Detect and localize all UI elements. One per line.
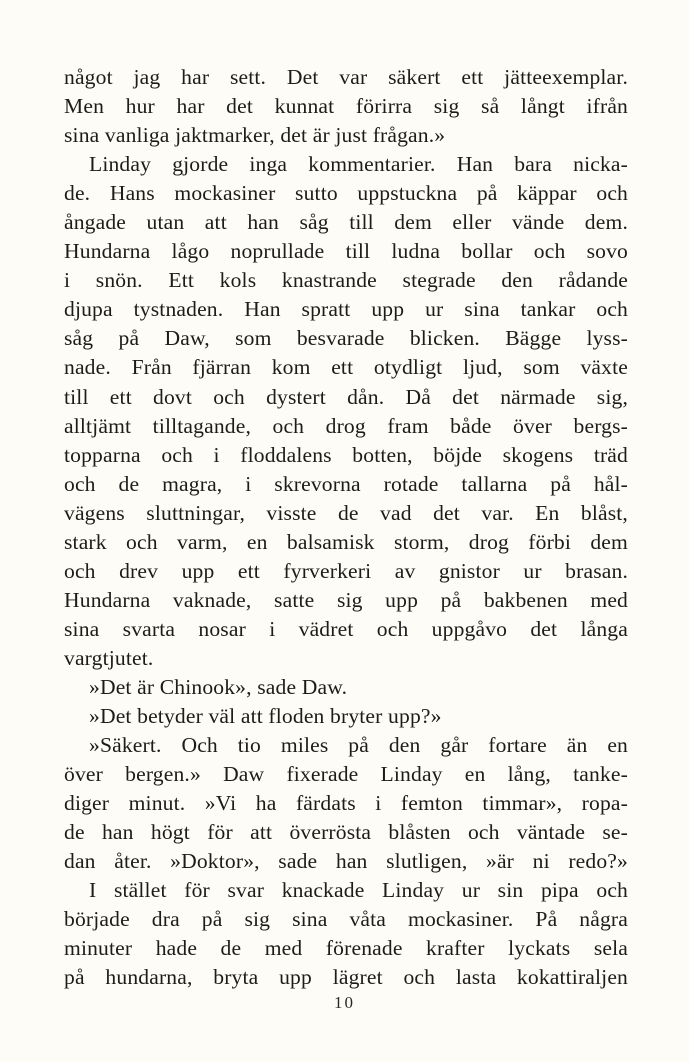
text-line: alltjämt tilltagande, och drog fram både över bergs- — [64, 413, 628, 438]
text-line: sina vanliga jaktmarker, det är just frågan.» — [64, 123, 446, 148]
text-line: ångade utan att han såg till dem eller vände dem. — [64, 210, 628, 235]
text-line: till ett dovt och dystert dån. Då det närmade sig, — [64, 384, 628, 409]
text-line: i snön. Ett kols knastrande stegrade den rådande — [64, 268, 628, 293]
text-line: vägens sluttningar, visste de vad det var. En blåst, — [64, 500, 628, 525]
text-line: något jag har sett. Det var säkert ett jätteexemplar. — [64, 65, 628, 89]
text-line: vargtjutet. — [64, 645, 154, 670]
text-line: på hundarna, bryta upp lägret och lasta kokattiraljen — [64, 965, 628, 990]
text-line: började dra på sig sina våta mockasiner. På några — [64, 907, 628, 932]
text-line: Men hur har det kunnat förirra sig så långt ifrån — [64, 94, 628, 119]
text-line: sina svarta nosar i vädret och uppgåvo det långa — [64, 616, 628, 641]
text-line: såg på Daw, som besvarade blicken. Bägge lyss- — [64, 326, 628, 351]
text-line: »Säkert. Och tio miles på den går fortare än en — [89, 733, 628, 758]
text-line: och drev upp ett fyrverkeri av gnistor ur brasan. — [64, 558, 628, 583]
text-line: »Det betyder väl att floden bryter upp?» — [89, 704, 442, 729]
text-line: djupa tystnaden. Han spratt upp ur sina tankar och — [64, 297, 628, 322]
text-line: stark och varm, en balsamisk storm, drog förbi dem — [64, 529, 628, 554]
text-line: I stället för svar knackade Linday ur sin pipa och — [89, 878, 628, 903]
page-number: 10 — [334, 993, 355, 1012]
text-line: dan åter. »Doktor», sade han slutligen, »är ni redo?» — [64, 849, 628, 874]
text-line: minuter hade de med förenade krafter lyckats sela — [64, 936, 628, 961]
text-line: Linday gjorde inga kommentarier. Han bara nicka- — [89, 152, 628, 177]
text-line: Hundarna lågo noprullade till ludna bollar och sovo — [64, 239, 628, 264]
text-line: Hundarna vaknade, satte sig upp på bakbenen med — [64, 587, 628, 612]
text-line: de han högt för att överrösta blåsten och väntade se- — [64, 820, 628, 845]
text-line: nade. Från fjärran kom ett otydligt ljud, som växte — [64, 355, 628, 380]
text-line: över bergen.» Daw fixerade Linday en lång, tanke- — [64, 762, 628, 787]
text-line: diger minut. »Vi ha färdats i femton timmar», ropa- — [64, 791, 628, 816]
text-line: topparna och i floddalens botten, böjde skogens träd — [64, 442, 628, 467]
body-text — [64, 63, 628, 993]
text-line: »Det är Chinook», sade Daw. — [89, 674, 348, 699]
text-line: de. Hans mockasiner sutto uppstuckna på käppar och — [64, 181, 628, 206]
text-line: och de magra, i skrevorna rotade tallarna på hål- — [64, 471, 628, 496]
